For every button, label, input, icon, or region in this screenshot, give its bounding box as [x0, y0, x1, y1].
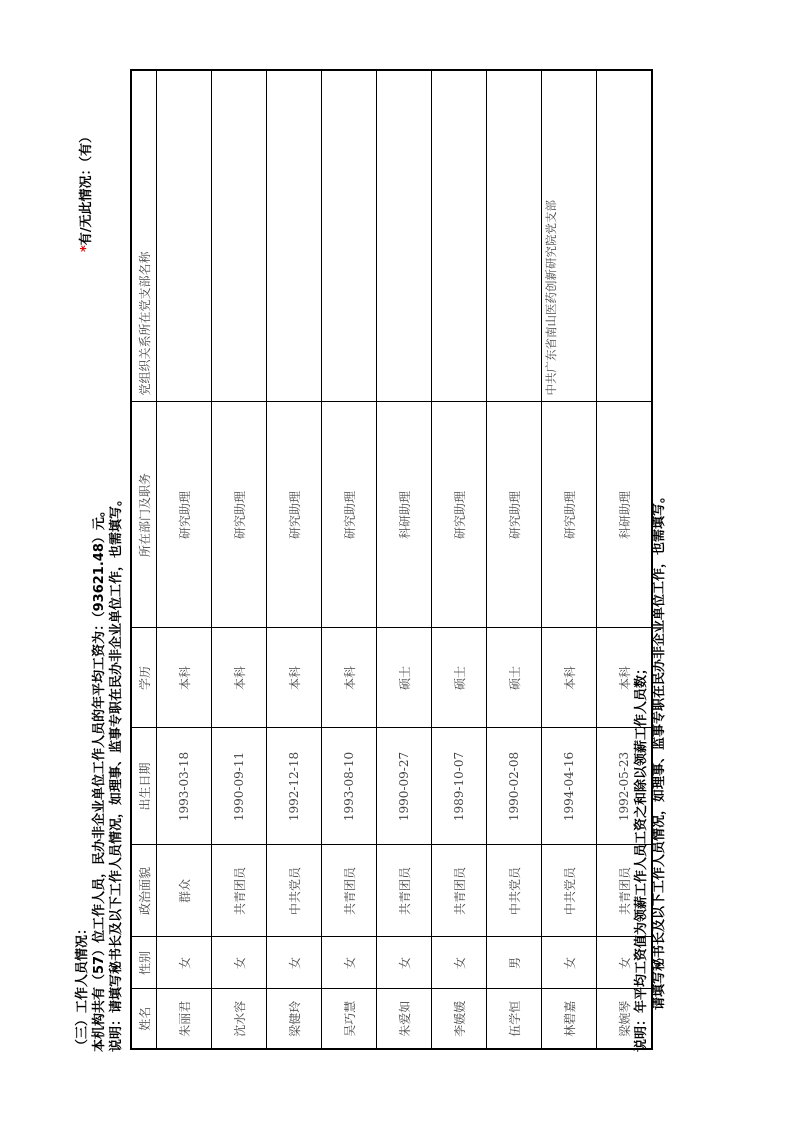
column-header: 所在部门及职务 [131, 402, 157, 628]
table-row [542, 70, 597, 1049]
column-header: 性别 [131, 937, 157, 989]
politics-cell: 中共党员 [487, 845, 542, 937]
party-branch-cell: 中共广东省南山医药创新研究院党支部 [542, 70, 597, 402]
politics-cell: 中共党员 [267, 845, 322, 937]
required-star: * [79, 245, 94, 252]
party-branch-cell [267, 70, 322, 402]
table-row [212, 70, 267, 1049]
gender-cell: 女 [267, 937, 322, 989]
section-title: （三）工作人员情况： [75, 921, 90, 1052]
politics-cell: 共青团员 [432, 845, 487, 937]
name-cell: 朱丽君 [157, 989, 212, 1049]
party-branch-cell [432, 70, 487, 402]
education-cell: 本科 [267, 628, 322, 728]
name-cell: 林碧嘉 [542, 989, 597, 1049]
avg-salary: 93621.48 [92, 543, 107, 612]
birth-date-cell: 1989-10-07 [432, 728, 487, 845]
birth-date-cell: 1993-08-10 [322, 728, 377, 845]
party-branch-cell [322, 70, 377, 402]
party-branch-cell [157, 70, 212, 402]
name-cell: 梁婉琴 [597, 989, 653, 1049]
staff-line-suffix: ）元。 [92, 504, 107, 544]
party-branch-cell [487, 70, 542, 402]
table-row [322, 70, 377, 1049]
situation-flag [80, 130, 93, 252]
position-cell: 研究助理 [157, 402, 212, 628]
table-header-row [131, 70, 157, 1049]
gender-cell: 女 [157, 937, 212, 989]
gender-cell: 女 [542, 937, 597, 989]
table-row [432, 70, 487, 1049]
education-cell: 本科 [322, 628, 377, 728]
column-header: 党组织关系所在党支部名称 [131, 70, 157, 402]
table-row [267, 70, 322, 1049]
table-row [487, 70, 542, 1049]
party-branch-cell [377, 70, 432, 402]
table-body [157, 70, 653, 1049]
birth-date-cell: 1992-12-18 [267, 728, 322, 845]
name-cell: 朱爱如 [377, 989, 432, 1049]
position-cell: 研究助理 [212, 402, 267, 628]
column-header: 学历 [131, 628, 157, 728]
column-header: 政治面貌 [131, 845, 157, 937]
education-cell: 硕士 [432, 628, 487, 728]
position-cell: 科研助理 [597, 402, 653, 628]
position-cell: 研究助理 [322, 402, 377, 628]
birth-date-cell: 1992-05-23 [597, 728, 653, 845]
position-cell: 研究助理 [432, 402, 487, 628]
name-cell: 李媛媛 [432, 989, 487, 1049]
birth-date-cell: 1990-02-08 [487, 728, 542, 845]
birth-date-cell: 1990-09-11 [212, 728, 267, 845]
name-cell: 吴巧慧 [322, 989, 377, 1049]
gender-cell: 女 [212, 937, 267, 989]
footer-note-2: 请填写秘书长及以下工作人员情况，如理事、监事专职在民办非企业单位工作，也需填写。 [652, 489, 667, 1010]
name-cell: 伍学恒 [487, 989, 542, 1049]
staff-line-prefix: 本机构共有（ [92, 973, 107, 1052]
staff-summary-line [93, 504, 106, 1052]
education-cell: 本科 [157, 628, 212, 728]
table-row [377, 70, 432, 1049]
party-branch-cell [212, 70, 267, 402]
birth-date-cell: 1990-09-27 [377, 728, 432, 845]
column-header: 出生日期 [131, 728, 157, 845]
education-cell: 硕士 [377, 628, 432, 728]
situation-flag-label: 有/无此情况：（有） [79, 129, 94, 246]
education-cell: 本科 [597, 628, 653, 728]
education-cell: 本科 [212, 628, 267, 728]
name-cell: 梁健玲 [267, 989, 322, 1049]
politics-cell: 群众 [157, 845, 212, 937]
education-cell: 硕士 [487, 628, 542, 728]
politics-cell: 共青团员 [377, 845, 432, 937]
gender-cell: 女 [597, 937, 653, 989]
birth-date-cell: 1994-04-16 [542, 728, 597, 845]
name-cell: 沈水容 [212, 989, 267, 1049]
position-cell: 研究助理 [267, 402, 322, 628]
staff-line-middle: ）位工作人员，民办非企业单位工作人员的年平均工资为：（ [92, 611, 107, 956]
position-cell: 研究助理 [542, 402, 597, 628]
table-row [157, 70, 212, 1049]
position-cell: 科研助理 [377, 402, 432, 628]
education-cell: 本科 [542, 628, 597, 728]
gender-cell: 女 [432, 937, 487, 989]
party-branch-cell [597, 70, 653, 402]
position-cell: 研究助理 [487, 402, 542, 628]
gender-cell: 女 [322, 937, 377, 989]
politics-cell: 共青团员 [597, 845, 653, 937]
gender-cell: 女 [377, 937, 432, 989]
staff-table [130, 69, 653, 1050]
column-header: 姓名 [131, 989, 157, 1049]
instruction-line: 说明：请填写秘书长及以下工作人员情况，如理事、监事专职在民办非企业单位工作，也需填写。 [109, 492, 124, 1052]
staff-count: 57 [92, 955, 107, 974]
politics-cell: 共青团员 [322, 845, 377, 937]
birth-date-cell: 1993-03-18 [157, 728, 212, 845]
gender-cell: 男 [487, 937, 542, 989]
politics-cell: 中共党员 [542, 845, 597, 937]
footer-note-1: 说明：年平均工资值为领薪工作人员工资之和除以领薪工作人员数； [634, 661, 649, 1052]
politics-cell: 共青团员 [212, 845, 267, 937]
